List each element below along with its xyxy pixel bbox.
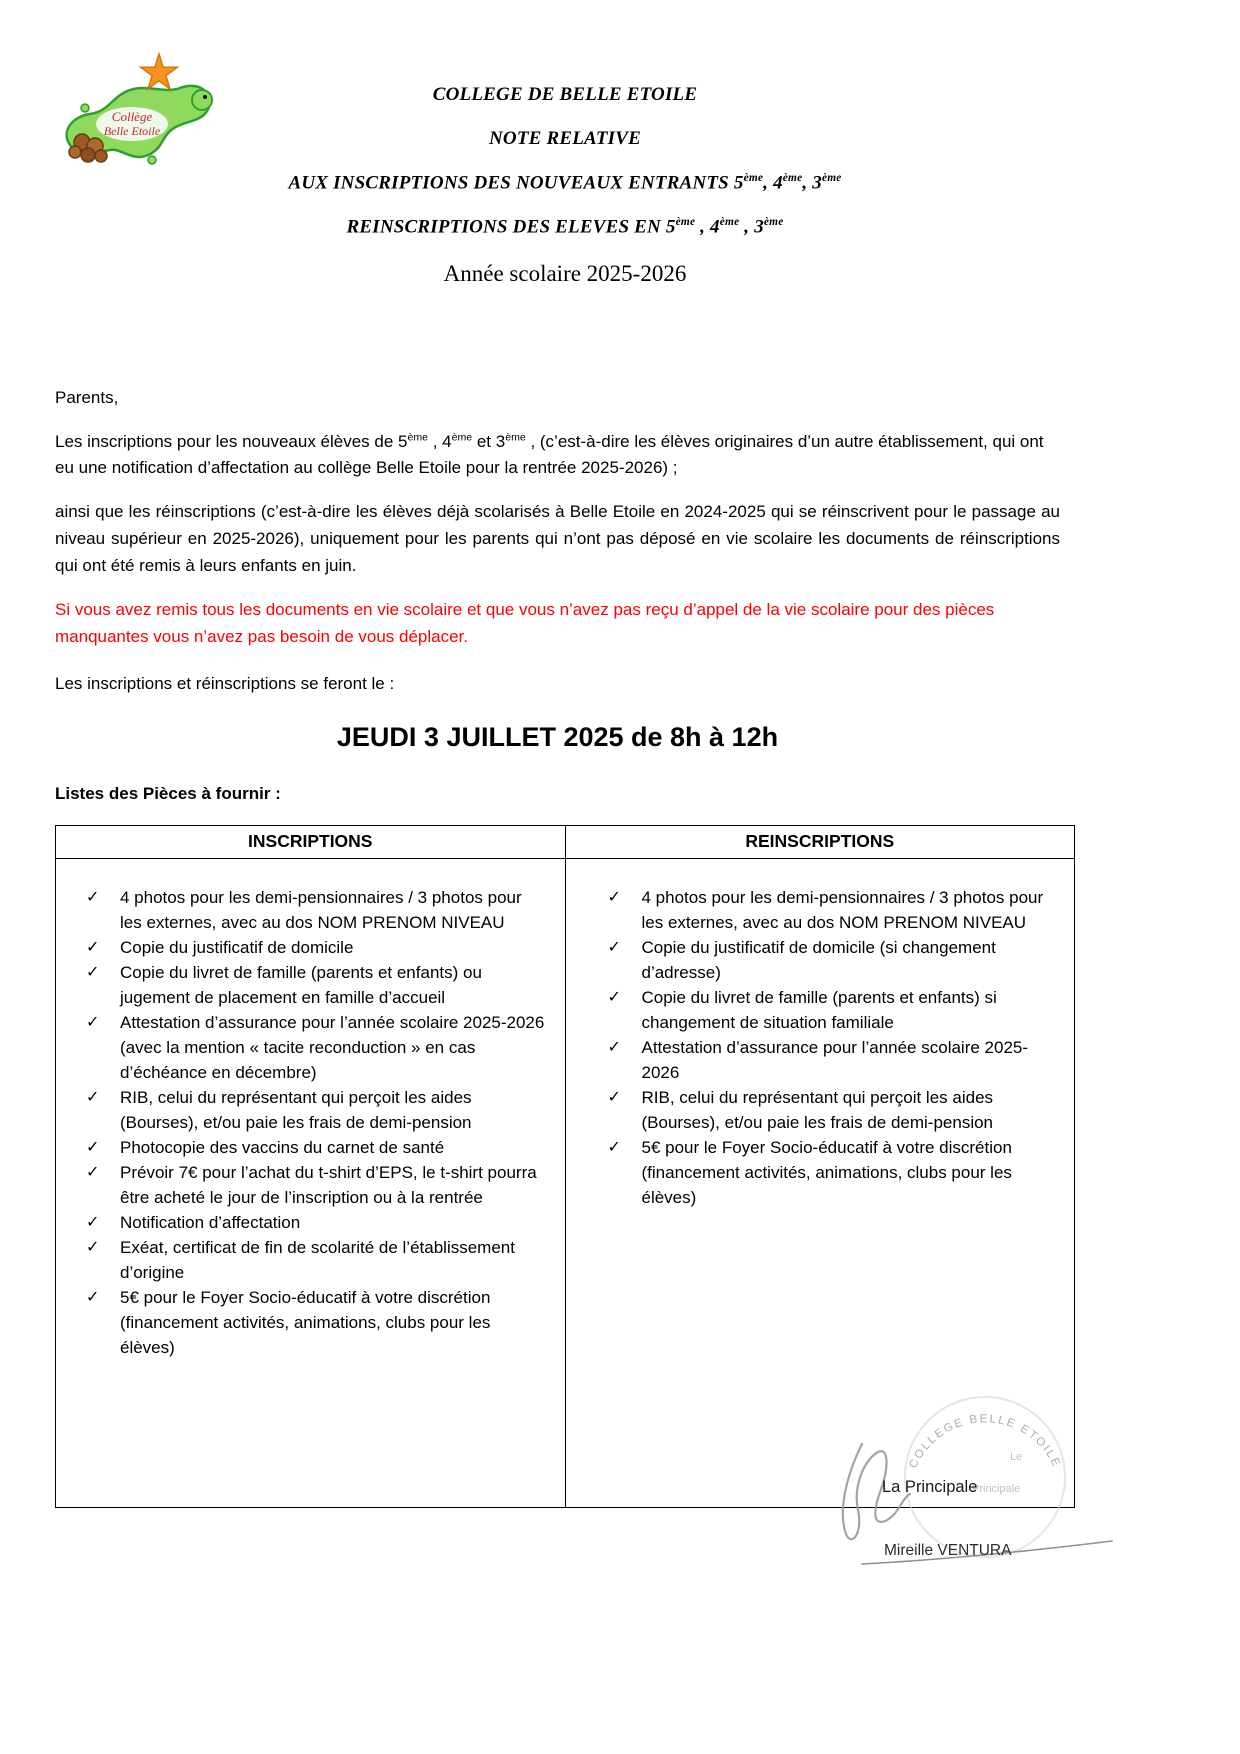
header-line4-sup: ème (763, 216, 784, 229)
gecko-eye (203, 95, 207, 99)
header-line3-sup: ème (821, 172, 842, 184)
logo-text-bottom: Belle Etoile (103, 124, 161, 138)
list-item (86, 885, 545, 935)
list-item-text: 4 photos pour les demi-pensionnaires / 3 photos pour les externes, avec au dos NOM PRENOM NIVEAU (641, 887, 1044, 932)
check-icon: ✓ (86, 1163, 100, 1181)
check-icon: ✓ (607, 988, 621, 1006)
list-item-text: RIB, celui du représentant qui perçoit les aides (Bourses), et/ou paie les frais de demi-pension (120, 1087, 472, 1132)
document-body (55, 385, 1063, 1508)
header-line3-part: , 3 (802, 172, 822, 194)
inscriptions-list (86, 885, 545, 1360)
list-item-text: 4 photos pour les demi-pensionnaires / 3 photos pour les externes, avec au dos NOM PRENOM NIVEAU (120, 887, 522, 932)
list-item (86, 1010, 545, 1085)
header-line4-part: , 3 (739, 216, 764, 238)
check-icon: ✓ (86, 963, 100, 981)
header-line4-sup: ème (675, 216, 696, 229)
list-item (86, 1135, 545, 1160)
list-item-text: Attestation d’assurance pour l’année scolaire 2025-2026 (avec la mention « tacite reconduction » en cas d’échéance en décembre) (120, 1012, 545, 1082)
check-icon: ✓ (86, 1238, 100, 1256)
list-item (608, 985, 1055, 1035)
header-line4-sup: ème (719, 216, 740, 229)
column-header-reinscriptions: REINSCRIPTIONS (565, 825, 1075, 858)
list-item (86, 960, 545, 1010)
header-school-name: COLLEGE DE BELLE ETOILE (432, 84, 698, 105)
para1-part: , 4 (428, 431, 452, 451)
header-line3-part: AUX INSCRIPTIONS DES NOUVEAUX ENTRANTS 5 (288, 172, 744, 194)
list-item (86, 1085, 545, 1135)
list-item-text: Exéat, certificat de fin de scolarité de l’établissement d’origine (120, 1237, 515, 1282)
list-item (86, 935, 545, 960)
check-icon: ✓ (607, 1138, 621, 1156)
paragraph-inscriptions (55, 429, 1060, 483)
column-header-inscriptions: INSCRIPTIONS (56, 825, 566, 858)
check-icon: ✓ (86, 888, 100, 906)
check-icon: ✓ (86, 1013, 100, 1031)
para1-part: , (c’est-à-dire les élèves originaires d’un autre établissement, qui ont eu une notification d’affectation au collège Belle Etoile pour la rentrée 2025-2026) ; (55, 431, 1044, 478)
list-item (608, 1085, 1055, 1135)
star-icon (141, 54, 177, 89)
list-item-text: Photocopie des vaccins du carnet de santé (120, 1137, 445, 1157)
list-item-text: Copie du livret de famille (parents et enfants) si changement de situation familiale (641, 987, 997, 1032)
check-icon: ✓ (86, 1088, 100, 1106)
documents-list-title: Listes des Pièces à fournir : (55, 783, 281, 803)
list-item (86, 1285, 545, 1360)
para1-sup: ème (505, 430, 526, 443)
school-year-line: Année scolaire 2025-2026 (443, 260, 687, 286)
list-item (86, 1160, 545, 1210)
list-item-text: RIB, celui du représentant qui perçoit les aides (Bourses), et/ou paie les frais de demi-pension (641, 1087, 994, 1132)
check-icon: ✓ (607, 938, 621, 956)
check-icon: ✓ (86, 938, 100, 956)
list-item-text: 5€ pour le Foyer Socio-éducatif à votre discrétion (financement activités, animations, clubs pour les élèves) (120, 1287, 491, 1357)
event-date-heading: JEUDI 3 JUILLET 2025 de 8h à 12h (336, 722, 779, 753)
list-item-text: 5€ pour le Foyer Socio-éducatif à votre discrétion (financement activités, animations, clubs pour les élèves) (641, 1137, 1012, 1207)
list-item-text: Copie du livret de famille (parents et enfants) ou jugement de placement en famille d’accueil (120, 962, 482, 1007)
list-item (608, 935, 1055, 985)
header-line4-part: REINSCRIPTIONS DES ELEVES EN 5 (346, 216, 676, 238)
header-line4-part: , 4 (695, 216, 720, 238)
check-icon: ✓ (86, 1138, 100, 1156)
list-item-text: Notification d’affectation (120, 1212, 301, 1232)
warning-text: Si vous avez remis tous les documents en vie scolaire et que vous n’avez pas reçu d’appel de la vie scolaire pour des pièces manquantes vous n’avez pas besoin de vous déplacer. (55, 599, 995, 646)
check-icon: ✓ (86, 1213, 100, 1231)
list-item-text: Prévoir 7€ pour l’achat du t-shirt d’EPS, le t-shirt pourra être acheté le jour de l’inscription ou à la rentrée (120, 1162, 537, 1207)
reinscriptions-list (608, 885, 1055, 1210)
check-icon: ✓ (607, 1038, 621, 1056)
list-item (86, 1235, 545, 1285)
signature-block (800, 1392, 1145, 1592)
header-inscriptions-line (55, 172, 1075, 194)
check-icon: ✓ (86, 1288, 100, 1306)
list-item (608, 885, 1055, 935)
table-header-row (56, 825, 1075, 858)
list-item (608, 1135, 1055, 1210)
para1-sup: ème (451, 430, 473, 443)
list-item-text: Copie du justificatif de domicile (si changement d’adresse) (641, 937, 996, 982)
header-reinscriptions-line (55, 216, 1075, 238)
list-item-text: Attestation d’assurance pour l’année scolaire 2025-2026 (641, 1037, 1029, 1082)
stamp-text-principale: Principale (972, 1483, 1021, 1495)
logo-text-top: Collège (111, 109, 153, 124)
gecko-foot (148, 156, 156, 164)
header-line3-sup: ème (743, 172, 764, 184)
signature-name: Mireille VENTURA (884, 1542, 1012, 1559)
para1-part: Les inscriptions pour les nouveaux élèves de 5 (55, 431, 408, 451)
school-logo-graphic (52, 50, 227, 168)
stamp-arc-text: COLLEGE BELLE ETOILE (907, 1413, 1063, 1471)
salutation: Parents, (55, 387, 119, 407)
signature-role: La Principale (882, 1478, 978, 1496)
header-note-title: NOTE RELATIVE (489, 128, 641, 149)
inscriptions-cell (56, 858, 566, 1507)
stamp-text-le: Le (1010, 1451, 1023, 1463)
header-line3-part: , 4 (763, 172, 783, 194)
lead-in-text: Les inscriptions et réinscriptions se feront le : (55, 673, 395, 693)
para1-part: et 3 (472, 431, 506, 451)
check-icon: ✓ (607, 1088, 621, 1106)
para1-sup: ème (407, 430, 428, 443)
check-icon: ✓ (607, 888, 621, 906)
gecko-foot (81, 104, 89, 112)
list-item-text: Copie du justificatif de domicile (120, 937, 354, 957)
gecko-head (192, 90, 212, 110)
paragraph-reinscriptions: ainsi que les réinscriptions (c’est-à-dire les élèves déjà scolarisés à Belle Etoile en 2024-2025 qui se réinscrivent pour le passage au niveau supérieur en 2025-2026), uniquement pour les parents qui n’ont pas déposé en vie scolaire les documents de réinscriptions qui ont été remis à leurs enfants en juin. (55, 502, 1060, 575)
list-item (86, 1210, 545, 1235)
school-logo (52, 50, 227, 168)
header-line3-sup: ème (782, 172, 803, 184)
list-item (608, 1035, 1055, 1085)
